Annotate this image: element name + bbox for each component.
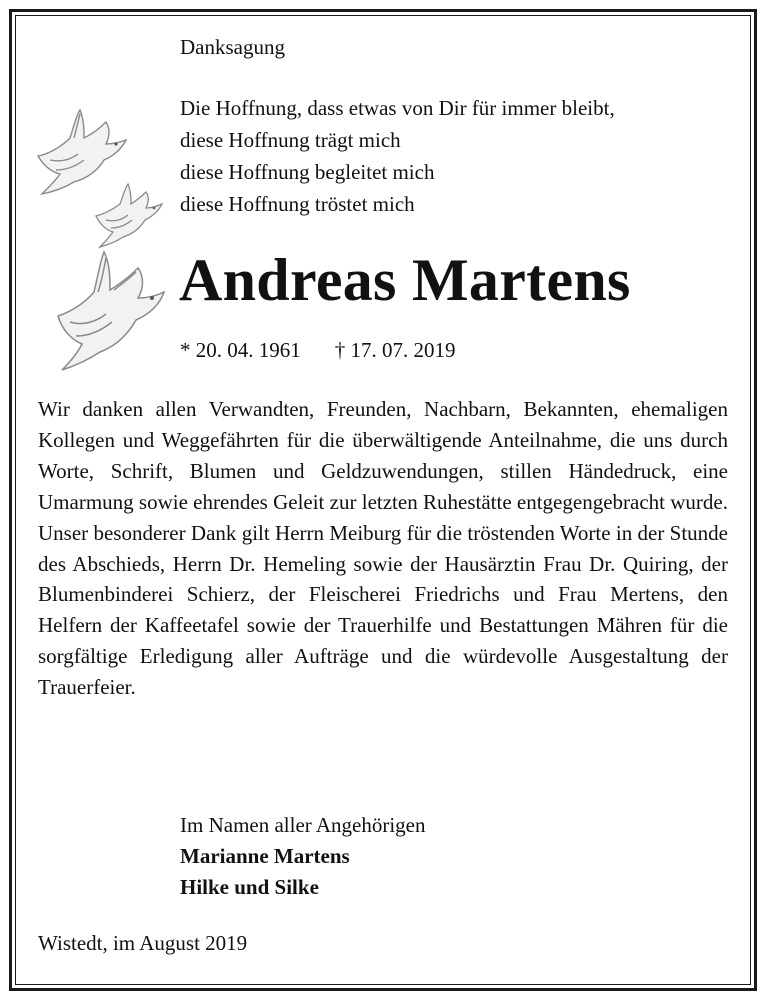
poem-line: diese Hoffnung begleitet mich [180,160,435,184]
signature-intro: Im Namen aller Angehörigen [180,813,426,837]
poem-line: diese Hoffnung trägt mich [180,128,401,152]
birth-date: * 20. 04. 1961 [180,338,301,362]
life-dates [180,335,456,365]
deceased-name: Andreas Martens [179,247,631,313]
dove-icon [92,180,164,250]
signatory: Marianne Martens [180,844,350,868]
poem-line: diese Hoffnung tröstet mich [180,192,415,216]
dove-icon [48,246,166,374]
place-date: Wistedt, im August 2019 [38,931,248,955]
poem-line: Die Hoffnung, dass etwas von Dir für immer bleibt, [180,96,615,120]
signatory: Hilke und Silke [180,875,319,899]
signature-block [180,810,426,903]
heading: Danksagung [180,35,285,59]
death-date: † 17. 07. 2019 [334,338,456,362]
poem [180,92,615,220]
thanks-text [38,394,728,703]
thanks-paragraph: Wir danken allen Verwandten, Freunden, Nachbarn, Bekannten, ehemaligen Kollegen und Weggefährten für die überwältigende Anteilnahme, die uns durch Worte, Schrift, Blumen und Geldzuwendungen, stillen Händedruck, eine Umarmung sowie ehrendes Geleit zur letzten Ruhestätte entgegengebracht wurde. Unser besonderer Dank gilt Herrn Meiburg für die tröstenden Worte in der Stunde des Abschieds, Herrn Dr. Hemeling sowie der Hausärztin Frau Dr. Quiring, der Blumenbinderei Schierz, der Fleischerei Friedrichs und Frau Mertens, den Helfern der Kaffeetafel sowie der Trauerhilfe und Bestattungen Mähren für die sorgfältige Erledigung aller Aufträge und die würdevolle Ausgestaltung der Trauerfeier. [38,397,728,700]
